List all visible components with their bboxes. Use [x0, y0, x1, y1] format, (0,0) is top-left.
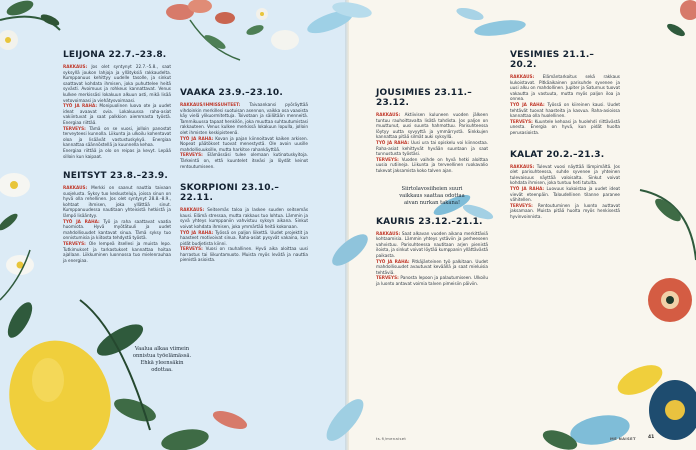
jousimies-work-text — [376, 140, 488, 157]
kauris-health-label: TERVEYS: — [376, 275, 399, 281]
kauris-love-label: RAKKAUS: — [376, 230, 401, 236]
vesimies-health-body: Kuuntele kehoasi ja huolehdi riittävästä unesta. Energia on hyvä, kun pidät huolta perusasioista. — [510, 118, 620, 135]
column-leijona-neitsyt — [63, 50, 171, 263]
leijona-work-body: Monipuolinen luova ote ja uudet ideat avaavat ovia. Lokakuussa raha-asiat vakiintuvat ja saat palkkion aiemmasta työstä. Energiaa riittää. — [63, 103, 171, 125]
leijona-health-body: Tämä on se vuosi, jolloin panostat terveyteesi kunnolla. Liikunta ja ulkoilu kohentavat oloa ja lisäävät vastustuskykyä. Energiaa kannattaa säännöstellä ja kuunnella kehoa. — [63, 125, 171, 148]
vesimies-work-label: TYÖ JA RAHA: — [510, 101, 545, 107]
right-pull-quote — [376, 186, 488, 207]
neitsyt-heading: NEITSYT 23.8.–23.9. — [63, 171, 168, 182]
kauris-work-text — [376, 259, 488, 276]
column-jousimies-kauris — [376, 88, 488, 286]
kalat-love-text — [510, 164, 620, 186]
left-quote-line-3: Ehkä yleensäkin — [140, 360, 184, 366]
kauris-love-text — [376, 231, 488, 259]
vesimies-health-text — [510, 119, 620, 136]
vesimies-work-text — [510, 102, 620, 119]
vesimies-love-text — [510, 74, 620, 102]
neitsyt-love-body: Merkki on saanut nauttia taivaan suojelusta. Syksy tuo keskusteluja, joissa sinun on hyvä olla rehellinen. Jos olet syntynyt 28.8.–8.9., kohtaat ihmisen, joka yllättää sinut. Kumppanuudessa nautitaan yhteisistä hetkistä ja lämpö lisääntyy. — [63, 185, 171, 219]
vesimies-love-label: RAKKAUS: — [510, 74, 535, 79]
leijona-heading: LEIJONA 22.7.–23.8. — [63, 50, 167, 60]
jousimies-health-text — [376, 157, 488, 174]
footer-magazine-name: ME NAISET — [610, 436, 636, 441]
neitsyt-work-text — [63, 219, 171, 241]
kalat-health-body: Rentoutuminen ja luonto auttavat jaksamaan. Muista pitää huolta myös henkisestä hyvinvoinnista. — [510, 202, 620, 219]
leijona-work-label: TYÖ JA RAHA: — [63, 103, 98, 109]
kauris-love-body: Saat alkavan vuoden aikana merkittäviä kohtaamisia. Lämmin yhteys ystäviin ja perheeseen vahvistuu. Parisuhteessa nautitaan arjen pienistä iloista, ja sinkut voivat löytää kumppanin yllättävästä paikasta. — [376, 230, 488, 258]
jousimies-work-label: TYÖ JA RAHA: — [376, 139, 410, 145]
kauris-work-label: TYÖ JA RAHA: — [376, 258, 410, 264]
kalat-love-body: Tulevat vuosi näyttää lämpimältä. Jos olet parisuhteessa, suhde syvenee ja yhteinen tulevaisuus näyttää valoisalta. Sinkut voivat kohdata ihmisen, joka tuntuu heti tutulta. — [510, 163, 620, 186]
right-quote-line-2: vaikkaus saattaa odottaa — [399, 192, 465, 199]
neitsyt-work-label: TYÖ JA RAHA: — [63, 218, 100, 224]
kalat-health-text — [510, 203, 620, 220]
vaaka-health-label: TERVEYS: — [180, 152, 203, 158]
column-vaaka-skorpioni — [180, 88, 308, 263]
neitsyt-health-label: TERVEYS: — [63, 241, 86, 247]
vaaka-love-text — [180, 102, 308, 136]
vesimies-health-label: TERVEYS: — [510, 118, 533, 124]
kalat-heading: KALAT 20.2.–21.3. — [510, 149, 605, 160]
vesimies-heading: VESIMIES 21.1.–20.2. — [510, 50, 595, 70]
neitsyt-love-text — [63, 185, 171, 219]
vaaka-work-body: Kovan ja pajan kiinnoitavat kaiken arkisen. Nopeat päätökset tuovat menestystä. Ole avoin uusille mahdollisuuksille, mutta harkitse rahankäyttöä. — [180, 135, 308, 152]
left-quote-line-4: odottaa. — [151, 367, 173, 373]
jousimies-love-body: Aktiivisen kuluneen vuoden jälkeen tuntuu rauhoittavalta lisätä tahdista. Jos paljon on muuttunut, uusi suunta hahmottuu. Parisuhteessa löytyy uutta syvyyttä ja ymmärrystä. Sinkkujen kannattaa pitää silmät auki syksyllä. — [376, 112, 488, 140]
vesimies-love-body: Elämäntarkoitus sekä rakkaus kukoistavat. Pitkäaikainen parisuhde syvenee ja uusi alku on mahdollinen. Jupiter ja Saturnus tuovat vakautta ja vastuuta, mutta myös paljon iloa ja onnea. — [510, 74, 620, 102]
leijona-work-text — [63, 103, 171, 125]
skorpioni-work-body: Työssä on paljon liikettä. Uudet projektit ja haasteet motivoivat sinua. Raha-asiat pysyvät vakaina, kun pidät budjetista kiinni. — [180, 229, 308, 246]
skorpioni-love-body: Seitsemäs taloa ja laskee suuden seitsemäs kausi. Elämä stressaa, mutta rakkaus tuo lohtua. Lämmin ja syvä yhteys kumppaniin vahvistuu syksyn aikana. Sinkut voivat kohdata ihmisen, joka ymmärtää heitä kokonaan. — [180, 207, 309, 229]
kalat-work-text — [510, 186, 620, 203]
skorpioni-health-body: Vuosi on rauhallinen. Hyvä aika aloittaa uusi harrastus tai liikuntamuoto. Muista myös levätä ja nauttia pienistä asioista. — [180, 246, 308, 263]
skorpioni-work-text — [180, 230, 308, 247]
skorpioni-love-label: RAKKAUS: — [180, 207, 205, 213]
neitsyt-health-text — [63, 241, 171, 263]
vaaka-health-body: Elämässäsi tulee olemaan kutinatuskyitoja. Tärkeintä on, että kuuntelet itseäsi ja löydät keinot rentoutumiseen. — [180, 152, 308, 169]
left-quote-line-1: Vaalua alkaa viimein — [134, 346, 190, 352]
kauris-health-body: Panosta lepoon ja palautumiseen. Ulkoilu ja luonto antavat voimia talven pimeisiin päiviin. — [376, 275, 488, 286]
jousimies-heading: JOUSIMIES 23.11.–23.12. — [376, 88, 472, 108]
skorpioni-health-text — [180, 246, 308, 263]
vaaka-heading: VAAKA 23.9.–23.10. — [180, 88, 283, 98]
column-vesimies-kalat — [510, 50, 620, 219]
vesimies-work-body: Työssä on kiireinen kausi. Uudet tehtävät tuovat haasteita ja kasvua. Raha-asioissa kannattaa olla huolellinen. — [510, 101, 620, 119]
top-left-flowers — [0, 0, 61, 50]
leijona-health-text — [63, 126, 171, 148]
jousimies-love-label: RAKKAUS: — [376, 112, 401, 117]
footer-url: ts.fi/menaiset — [376, 436, 407, 441]
skorpioni-health-label: TERVEYS: — [180, 246, 203, 252]
left-quote-line-2: onnistua työelämässä. — [132, 353, 192, 359]
leijona-extra-text: Energiaa riittää ja olo on reipas ja kevyt. Lepää silloin kun kaipaat. — [63, 147, 171, 159]
leijona-love-label: RAKKAUS: — [63, 64, 88, 69]
kalat-work-body: Luovuus kukoistaa ja uudet ideat vievät eteenpäin. Taloudellinen tilanne paranee vähitellen. — [510, 185, 620, 203]
kalat-work-label: TYÖ JA RAHA: — [510, 185, 545, 191]
kalat-health-label: TERVEYS: — [510, 202, 533, 208]
vaaka-work-text — [180, 136, 308, 153]
leijona-health-label: TERVEYS: — [63, 125, 86, 131]
vaaka-love-label: RAKKAUS/IHMISSUHTEET: — [180, 102, 241, 107]
kauris-health-text — [376, 275, 488, 286]
vaaka-health-text — [180, 152, 308, 169]
left-pull-quote — [122, 346, 202, 374]
top-center-flowers — [166, 0, 299, 60]
jousimies-work-body: Uusi ura tai opiskelu voi kiinnostaa. Raha-asiat kehittyvät hyvään suuntaan ja saat tunnustusta työstäsi. — [376, 139, 488, 157]
skorpioni-work-label: TYÖ JA RAHA: — [180, 229, 214, 235]
leijona-love-text — [63, 64, 171, 103]
left-daisies — [0, 173, 34, 300]
jousimies-health-label: TERVEYS: — [376, 156, 399, 162]
leijona-love-body: Jos olet syntynyt 22.7.–5.8., saat syksyllä joukon lahjoja ja yllätyksiä rakkaudelta. Kumppanuus kehittyy uudelle tasolle, ja sinkut saattavat kohdata ihmisen, joka puhuttelee heitä syvästi. Avoimuus ja rohkeus kannattavat. Venus kulkee merkissäsi lokakuun alkuun asti, mikä lisää vetovoimaasi ja viehätysvoimaasi. — [63, 64, 171, 103]
neitsyt-health-body: Ole lempeä itsellesi ja muista lepo. Tutkimukset ja tarkastukset kannattaa hoitaa ajallaan. Liikkuminen luonnossa tuo mielenrauhaa ja energiaa. — [63, 241, 171, 263]
jousimies-love-text — [376, 112, 488, 140]
vaaka-work-label: TYÖ JA RAHA: — [180, 135, 214, 141]
lemon-illustration — [0, 299, 249, 450]
right-quote-line-1: Siirtolavosiiheien suuri — [401, 185, 463, 192]
kauris-work-body: Pitkäjänteinen työ palkitaan. Uudet mahdollisuudet avautuvat keväällä ja saat mieluisia tehtäviä. — [376, 258, 489, 275]
vaaka-love-body: Taivaankansi pyöräyttää vihdoinkin merkillesi suotuisan asennon, vaikka osa vaaoista käy vielä ylikuormitettuja. Toivotaan ja säilötään menneitä. Tammikuussa tapaat henkilön, joka muuttaa suhtautumistasi rakkauteen. Venus kulkee merkissä lokakuun lopulla, jolloin olet ihmisten keskipisteenä. — [180, 102, 308, 135]
jousimies-health-body: Vuoden vaihde on hyvä hetki aloittaa uusia rutiineja. Liikunta ja terveellinen ruokavalio tukevat jaksamista koko talven ajan. — [376, 156, 488, 173]
page-number: 41 — [648, 435, 655, 440]
right-quote-line-3: aivan nurkan takana! — [403, 199, 461, 206]
right-top-fronds — [305, 0, 527, 39]
skorpioni-heading: SKORPIONI 23.10.–22.11. — [180, 183, 280, 204]
kauris-heading: KAURIS 23.12.–21.1. — [376, 216, 483, 227]
kalat-love-label: RAKKAUS: — [510, 163, 535, 169]
neitsyt-love-label: RAKKAUS: — [63, 185, 88, 191]
neitsyt-work-body: Työ ja raha saattavat vaatia huomiota. Hyvä myötätuuli ja uudet mahdollisuudet kantavat sinua. Tämä syksy tuo onnistumisia ja kiitosta tehdystä työstä. — [63, 218, 171, 241]
skorpioni-love-text — [180, 207, 308, 229]
